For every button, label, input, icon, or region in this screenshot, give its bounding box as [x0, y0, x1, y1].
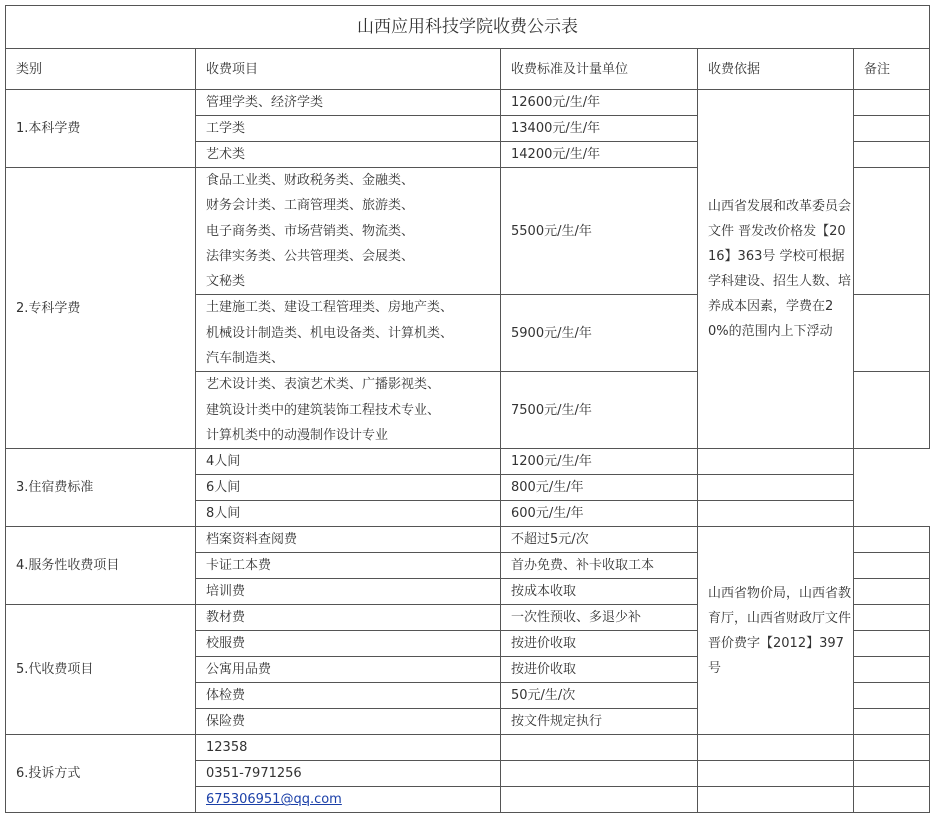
standard-cell: 7500元/生/年	[501, 372, 698, 449]
header-item: 收费项目	[196, 49, 501, 90]
item-cell-multiline	[196, 295, 501, 372]
standard-cell	[501, 735, 698, 761]
standard-cell: 按进价收取	[501, 631, 698, 657]
item-line: 土建施工类、建设工程管理类、房地产类、	[206, 300, 454, 316]
item-cell: 公寓用品费	[196, 657, 501, 683]
header-standard: 收费标准及计量单位	[501, 49, 698, 90]
category-service: 4.服务性收费项目	[6, 527, 196, 605]
item-line: 建筑设计类中的建筑装饰工程技术专业、	[206, 402, 441, 418]
table-row	[6, 90, 930, 116]
remark-cell	[854, 579, 930, 605]
remark-cell	[854, 683, 930, 709]
header-remark: 备注	[854, 49, 930, 90]
item-cell: 校服费	[196, 631, 501, 657]
complaint-hotline: 12358	[196, 735, 501, 761]
category-agency: 5.代收费项目	[6, 605, 196, 735]
remark-cell	[854, 787, 930, 813]
item-cell: 体检费	[196, 683, 501, 709]
table-title: 山西应用科技学院收费公示表	[6, 6, 930, 49]
standard-cell: 5500元/生/年	[501, 168, 698, 295]
header-basis: 收费依据	[698, 49, 854, 90]
basis-other: 山西省物价局，山西省教育厅，山西省财政厅文件 晋价费字【2012】397号	[698, 527, 854, 735]
standard-cell: 不超过5元/次	[501, 527, 698, 553]
standard-cell: 首办免费、补卡收取工本	[501, 553, 698, 579]
item-line: 机械设计制造类、机电设备类、计算机类、	[206, 325, 454, 341]
header-category: 类别	[6, 49, 196, 90]
remark-cell	[698, 475, 854, 501]
standard-cell: 12600元/生/年	[501, 90, 698, 116]
item-line: 计算机类中的动漫制作设计专业	[206, 427, 389, 443]
item-line: 汽车制造类、	[206, 351, 285, 367]
title-row	[6, 6, 930, 49]
item-cell: 卡证工本费	[196, 553, 501, 579]
remark-cell	[854, 631, 930, 657]
item-line: 电子商务类、市场营销类、物流类、	[206, 223, 415, 239]
category-dorm: 3.住宿费标准	[6, 449, 196, 527]
remark-cell	[854, 142, 930, 168]
standard-cell: 5900元/生/年	[501, 295, 698, 372]
table-row	[6, 527, 930, 553]
category-complaint: 6.投诉方式	[6, 735, 196, 813]
complaint-email-link[interactable]: 675306951@qq.com	[206, 792, 342, 808]
item-cell: 4人间	[196, 449, 501, 475]
remark-cell	[698, 449, 854, 475]
item-cell: 8人间	[196, 501, 501, 527]
item-line: 法律实务类、公共管理类、会展类、	[206, 248, 415, 264]
item-line: 财务会计类、工商管理类、旅游类、	[206, 198, 415, 214]
remark-cell	[854, 553, 930, 579]
standard-cell	[501, 761, 698, 787]
category-undergrad: 1.本科学费	[6, 90, 196, 168]
item-cell: 艺术类	[196, 142, 501, 168]
standard-cell: 13400元/生/年	[501, 116, 698, 142]
standard-cell: 按文件规定执行	[501, 709, 698, 735]
item-cell: 档案资料查阅费	[196, 527, 501, 553]
remark-cell	[854, 735, 930, 761]
basis-tuition: 山西省发展和改革委员会文件 晋发改价格发【2016】363号 学校可根据学科建设、招生人数、培养成本因素，学费在20%的范围内上下浮动	[698, 90, 854, 449]
standard-cell: 按成本收取	[501, 579, 698, 605]
remark-cell	[854, 657, 930, 683]
basis-cell	[698, 735, 854, 761]
item-line: 艺术设计类、表演艺术类、广播影视类、	[206, 377, 441, 393]
standard-cell: 800元/生/年	[501, 475, 698, 501]
standard-cell: 1200元/生/年	[501, 449, 698, 475]
item-cell: 6人间	[196, 475, 501, 501]
remark-cell	[854, 527, 930, 553]
remark-cell	[854, 168, 930, 295]
item-cell-multiline	[196, 372, 501, 449]
item-cell: 工学类	[196, 116, 501, 142]
standard-cell: 600元/生/年	[501, 501, 698, 527]
fee-table	[5, 5, 930, 813]
item-cell: 管理学类、经济学类	[196, 90, 501, 116]
item-cell: 培训费	[196, 579, 501, 605]
standard-cell: 50元/生/次	[501, 683, 698, 709]
category-college: 2.专科学费	[6, 168, 196, 449]
remark-cell	[854, 372, 930, 449]
remark-cell	[854, 90, 930, 116]
standard-cell: 14200元/生/年	[501, 142, 698, 168]
item-line: 食品工业类、财政税务类、金融类、	[206, 173, 415, 188]
complaint-email-cell	[196, 787, 501, 813]
complaint-phone: 0351-7971256	[196, 761, 501, 787]
standard-cell: 按进价收取	[501, 657, 698, 683]
item-cell: 保险费	[196, 709, 501, 735]
item-line: 文秘类	[206, 274, 246, 290]
item-cell-multiline	[196, 168, 501, 295]
table-row	[6, 735, 930, 761]
standard-cell	[501, 787, 698, 813]
header-row	[6, 49, 930, 90]
remark-cell	[854, 761, 930, 787]
remark-cell	[854, 116, 930, 142]
basis-cell	[698, 761, 854, 787]
basis-cell	[698, 787, 854, 813]
remark-cell	[854, 605, 930, 631]
standard-cell: 一次性预收、多退少补	[501, 605, 698, 631]
remark-cell	[854, 295, 930, 372]
remark-cell	[854, 709, 930, 735]
remark-cell	[698, 501, 854, 527]
item-cell: 教材费	[196, 605, 501, 631]
table-row	[6, 449, 930, 475]
